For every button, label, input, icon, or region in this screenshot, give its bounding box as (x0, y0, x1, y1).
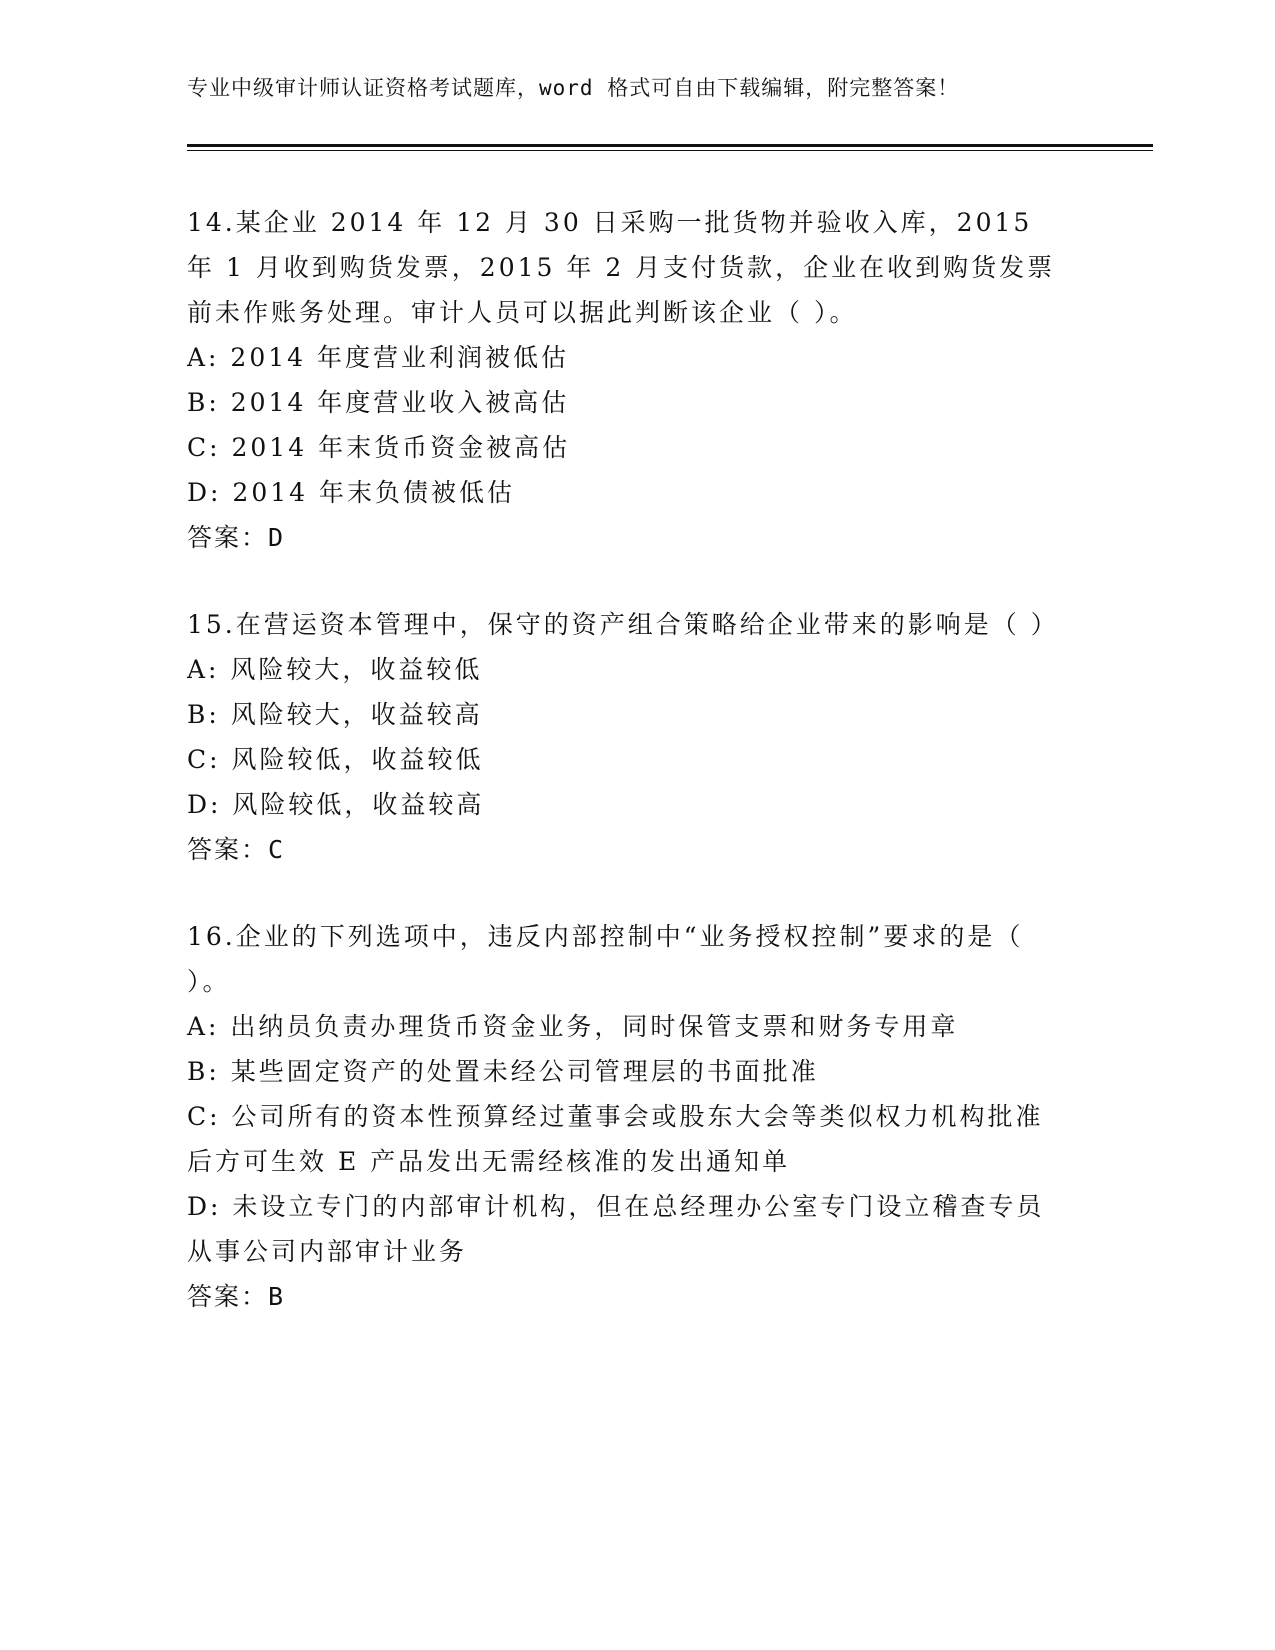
option-c: C: 2014 年末货币资金被高估 (187, 433, 571, 462)
answer-value: B (268, 1282, 286, 1311)
option-a: A: 出纳员负责办理货币资金业务，同时保管支票和财务专用章 (187, 1012, 959, 1041)
page-header: 专业中级审计师认证资格考试题库，word 格式可自由下载编辑，附完整答案！ (187, 76, 960, 100)
question-text: 16.企业的下列选项中，违反内部控制中“业务授权控制”要求的是（ ）。 (187, 922, 1024, 996)
header-divider-thin (187, 150, 1153, 151)
option-a: A: 2014 年度营业利润被低估 (187, 343, 569, 372)
answer-label: 答案： (187, 835, 269, 864)
answer-line (187, 827, 1067, 872)
option-c: C: 风险较低，收益较低 (187, 745, 484, 774)
option-a: A: 风险较大，收益较低 (187, 655, 483, 684)
option-b: B: 风险较大，收益较高 (187, 700, 483, 729)
option-d: D: 风险较低，收益较高 (187, 790, 485, 819)
answer-label: 答案： (187, 523, 269, 552)
option-b: B: 某些固定资产的处置未经公司管理层的书面批准 (187, 1057, 819, 1086)
question-14 (187, 200, 1067, 560)
question-list (187, 200, 1067, 1361)
option-d: D: 未设立专门的内部审计机构，但在总经理办公室专门设立稽查专员从事公司内部审计业务 (187, 1192, 1045, 1266)
question-15 (187, 602, 1067, 872)
question-16 (187, 914, 1067, 1319)
option-d: D: 2014 年末负债被低估 (187, 478, 515, 507)
question-text: 14.某企业 2014 年 12 月 30 日采购一批货物并验收入库，2015 年 1 月收到购货发票，2015 年 2 月支付货款，企业在收到购货发票前未作账务处理。审计人员可以据此判断该企业（ ）。 (187, 208, 1056, 327)
answer-value: D (268, 523, 286, 552)
answer-value: C (268, 835, 286, 864)
answer-line (187, 515, 1067, 560)
option-c: C: 公司所有的资本性预算经过董事会或股东大会等类似权力机构批准后方可生效 E 产品发出无需经核准的发出通知单 (187, 1102, 1044, 1176)
option-b: B: 2014 年度营业收入被高估 (187, 388, 570, 417)
question-text: 15.在营运资本管理中，保守的资产组合策略给企业带来的影响是（ ） (187, 610, 1059, 639)
answer-line (187, 1274, 1067, 1319)
answer-label: 答案： (187, 1282, 269, 1311)
header-divider-thick (187, 144, 1153, 147)
